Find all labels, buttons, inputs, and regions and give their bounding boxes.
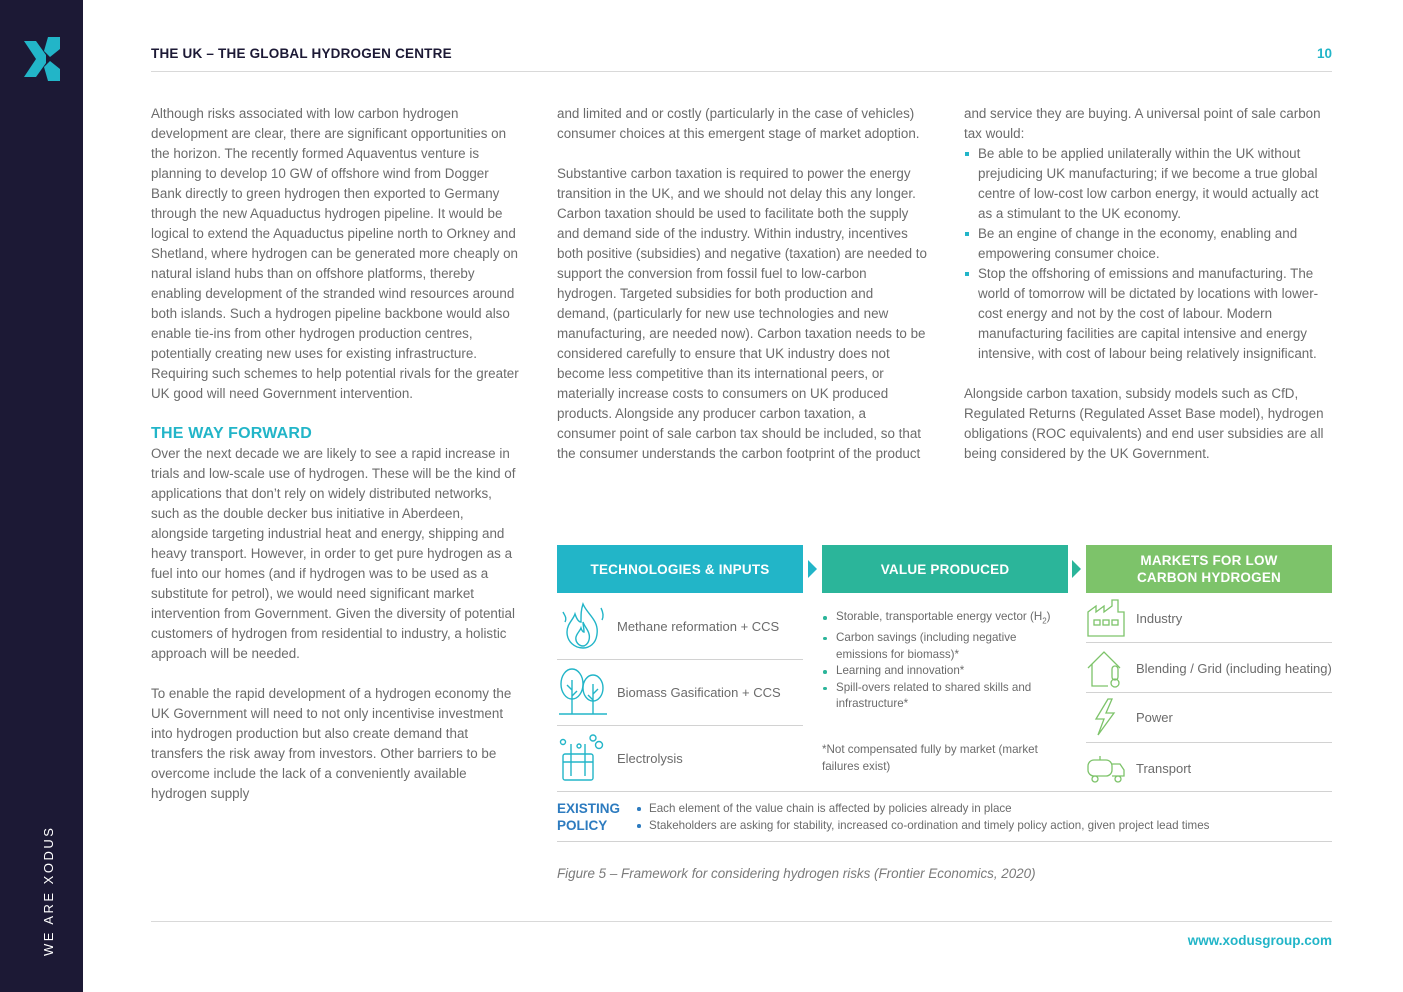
list-item: Be an engine of change in the economy, enabling and empowering consumer choice. bbox=[964, 224, 1336, 264]
technology-row-biomass bbox=[557, 659, 803, 725]
market-label: Transport bbox=[1136, 760, 1192, 776]
technology-label: Biomass Gasification + CCS bbox=[617, 684, 781, 700]
truck-icon bbox=[1086, 748, 1126, 788]
text-column-1 bbox=[151, 104, 522, 804]
list-item: Learning and innovation* bbox=[822, 663, 1062, 680]
page-number: 10 bbox=[1316, 46, 1332, 61]
technology-label: Methane reformation + CCS bbox=[617, 618, 780, 634]
column1-paragraph-1: Although risks associated with low carbon hydrogen development are clear, there are significant opportunities on the horizon. The recently formed Aquaventus venture is planning to develop 10 GW of offshore wind from Dogger Bank directly to green hydrogen then exported to Germany through the new Aquaductus hydrogen pipeline. It would be logical to extend the Aquaductus pipeline north to Orkney and Shetland, where hydrogen can be generated more cheaply on natural island hubs than on offshore platforms, thereby enabling development of the stranded wind resources around both islands. Such a hydrogen pipeline backbone would also enable tie-ins from other hydrogen production centres, potentially creating new uses for existing infrastructure. Requiring such schemes to help potential rivals for the greater UK good will need Government intervention. bbox=[151, 106, 519, 401]
value-produced-list bbox=[822, 609, 1062, 713]
footer-divider bbox=[151, 921, 1332, 922]
sidebar bbox=[0, 0, 83, 992]
market-label: Industry bbox=[1136, 610, 1183, 626]
list-item: Stakeholders are asking for stability, increased co-ordination and timely policy action, given project lead times bbox=[636, 817, 1209, 834]
divider bbox=[1086, 742, 1332, 743]
lightning-icon bbox=[1086, 697, 1126, 737]
technology-row-electrolysis bbox=[557, 725, 803, 791]
divider bbox=[1086, 692, 1332, 693]
market-label: Blending / Grid (including heating) bbox=[1136, 660, 1332, 676]
trees-icon bbox=[557, 666, 609, 718]
header-divider bbox=[151, 71, 1332, 72]
flame-icon bbox=[557, 600, 609, 652]
list-item: Each element of the value chain is affected by policies already in place bbox=[636, 800, 1209, 817]
lab-beakers-icon bbox=[557, 732, 609, 784]
technology-label: Electrolysis bbox=[617, 750, 683, 766]
value-footnote: *Not compensated fully by market (market failures exist) bbox=[822, 743, 1038, 773]
page-header-title: THE UK – THE GLOBAL HYDROGEN CENTRE bbox=[151, 46, 452, 61]
market-row-power bbox=[1086, 696, 1332, 738]
list-item: Carbon savings (including negative emissions for biomass)* bbox=[822, 630, 1062, 663]
market-row-transport bbox=[1086, 747, 1332, 789]
technology-row-methane bbox=[557, 593, 803, 659]
column1-paragraph-3: To enable the rapid development of a hydrogen economy the UK Government will need to not only incentivise investment into hydrogen production but also create demand that transfers the risk away from investors. Other barriers to be overcome include the lack of a conveniently available hydrogen supply bbox=[151, 686, 512, 801]
figure-header-technologies: TECHNOLOGIES & INPUTS bbox=[557, 545, 803, 593]
xodus-logo-icon bbox=[22, 35, 62, 83]
market-row-blending-grid bbox=[1086, 646, 1332, 690]
list-item: Stop the offshoring of emissions and manufacturing. The world of tomorrow will be dictated by locations with lower-cost energy and not by the cost of labour. Modern manufacturing facilities are capital intensive and energy intensive, with cost of labour being relatively insignificant. bbox=[964, 264, 1336, 364]
list-item: Spill-overs related to shared skills and infrastructure* bbox=[822, 680, 1062, 713]
section-heading-way-forward: THE WAY FORWARD bbox=[151, 425, 312, 442]
carbon-tax-bullet-list bbox=[964, 144, 1336, 364]
text-column-2 bbox=[557, 104, 927, 464]
market-row-industry bbox=[1086, 597, 1332, 639]
arrow-right-icon bbox=[808, 560, 817, 578]
column2-paragraph-1: and limited and or costly (particularly in the case of vehicles) consumer choices at this emergent stage of market adoption. bbox=[557, 106, 920, 141]
footer-website-link[interactable]: www.xodusgroup.com bbox=[1187, 933, 1332, 948]
divider bbox=[1086, 642, 1332, 643]
figure-header-markets: MARKETS FOR LOW CARBON HYDROGEN bbox=[1086, 545, 1332, 593]
house-thermometer-icon bbox=[1086, 648, 1126, 688]
market-label: Power bbox=[1136, 709, 1173, 725]
divider bbox=[557, 841, 1332, 842]
text-column-3 bbox=[964, 104, 1336, 464]
divider bbox=[557, 791, 1332, 792]
existing-policy-title: EXISTING POLICY bbox=[557, 801, 621, 833]
figure-header-value: VALUE PRODUCED bbox=[822, 545, 1068, 593]
column3-paragraph-1: and service they are buying. A universal point of sale carbon tax would: bbox=[964, 106, 1321, 141]
factory-icon bbox=[1086, 598, 1126, 638]
existing-policy-list bbox=[636, 800, 1209, 834]
column1-paragraph-2: Over the next decade we are likely to see a rapid increase in trials and low-scale use of hydrogen. These will be the kind of applications that don’t rely on widely distributed networks, such as the double decker bus initiative in Aberdeen, alongside targeting industrial heat and energy, shipping and heavy transport. However, in order to get pure hydrogen as a fuel into our homes (and if hydrogen was to be used as a substitute for petrol), we would need significant market intervention from Government. Given the diversity of potential customers of hydrogen from residential to industry, a holistic approach will be needed. bbox=[151, 446, 516, 661]
arrow-right-icon bbox=[1072, 560, 1081, 578]
sidebar-vertical-label: WE ARE XODUS bbox=[41, 825, 56, 956]
column2-paragraph-2: Substantive carbon taxation is required to power the energy transition in the UK, and we should not delay this any longer. Carbon taxation should be used to facilitate both the supply and demand side of the industry. Within industry, incentives both positive (subsidies) and negative (taxation) are needed to support the conversion from fossil fuel to low-carbon hydrogen. Targeted subsidies for both production and demand, (particularly for new use technologies and new manufacturing, are needed now). Carbon taxation needs to be considered carefully to ensure that UK industry does not become less competitive than its international peers, or materially increase costs to consumers on UK produced products. Alongside any producer carbon taxation, a consumer point of sale carbon tax should be included, so that the consumer understands the carbon footprint of the product bbox=[557, 166, 927, 461]
column3-paragraph-2: Alongside carbon taxation, subsidy models such as CfD, Regulated Returns (Regulated Asset Base model), hydrogen obligations (ROC equivalents) and end user subsidies are all being considered by the UK Government. bbox=[964, 386, 1324, 461]
list-item: Storable, transportable energy vector $(H_2)$ bbox=[822, 609, 1062, 630]
list-item: Be able to be applied unilaterally within the UK without prejudicing UK manufacturing; if we become a true global centre of low-cost low carbon energy, it would actually act as a stimulant to the UK economy. bbox=[964, 144, 1336, 224]
figure-caption: Figure 5 – Framework for considering hydrogen risks (Frontier Economics, 2020) bbox=[557, 866, 1036, 881]
